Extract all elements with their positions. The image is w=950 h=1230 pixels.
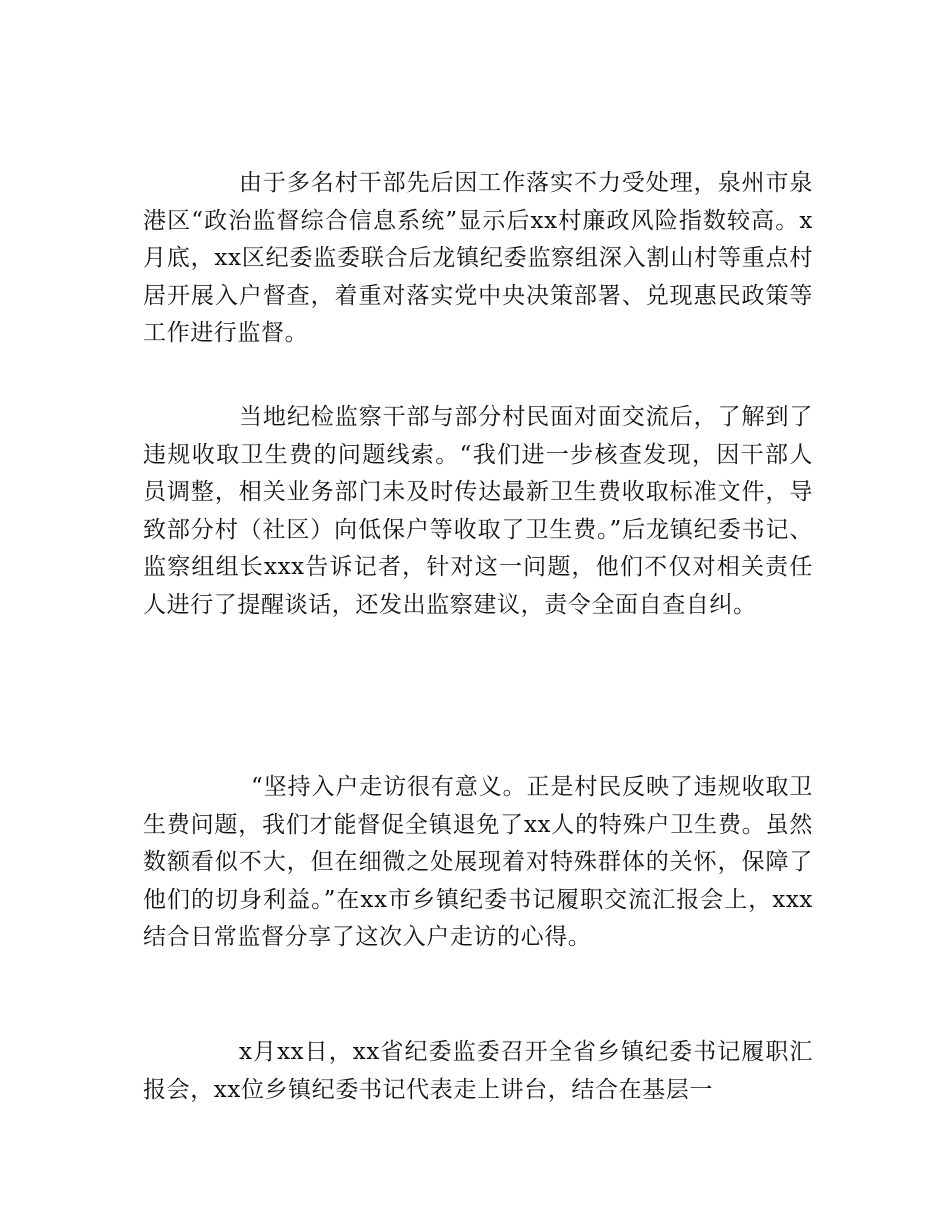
paragraph-3: “坚持入户走访很有意义。正是村民反映了违规收取卫生费问题，我们才能督促全镇退免了xx人的特殊户卫生费。虽然数额看似不大，但在细微之处展现着对特殊群体的关怀，保障了他们的切身利益。”在xx市乡镇纪委书记履职交流汇报会上，xxx结合日常监督分享了这次入户走访的心得。 — [143, 774, 813, 950]
paragraph-4: x月xx日，xx省纪委监委召开全省乡镇纪委书记履职汇报会，xx位乡镇纪委书记代表走上讲台，结合在基层一 — [143, 1039, 813, 1103]
paragraph-2: 当地纪检监察干部与部分村民面对面交流后，了解到了违规收取卫生费的问题线索。“我们进一步核查发现，因干部人员调整，相关业务部门未及时传达最新卫生费收取标准文件，导致部分村（社区）向低保户等收取了卫生费。”后龙镇纪委书记、监察组组长xxx告诉记者，针对这一问题，他们不仅对相关责任人进行了提醒谈话，还发出监察建议，责令全面自查自纠。 — [143, 404, 813, 618]
paragraph-1: 由于多名村干部先后因工作落实不力受处理，泉州市泉港区“政治监督综合信息系统”显示后xx村廉政风险指数较高。x月底，xx区纪委监委联合后龙镇纪委监察组深入割山村等重点村居开展入户督查，着重对落实党中央决策部署、兑现惠民政策等工作进行监督。 — [143, 170, 813, 346]
